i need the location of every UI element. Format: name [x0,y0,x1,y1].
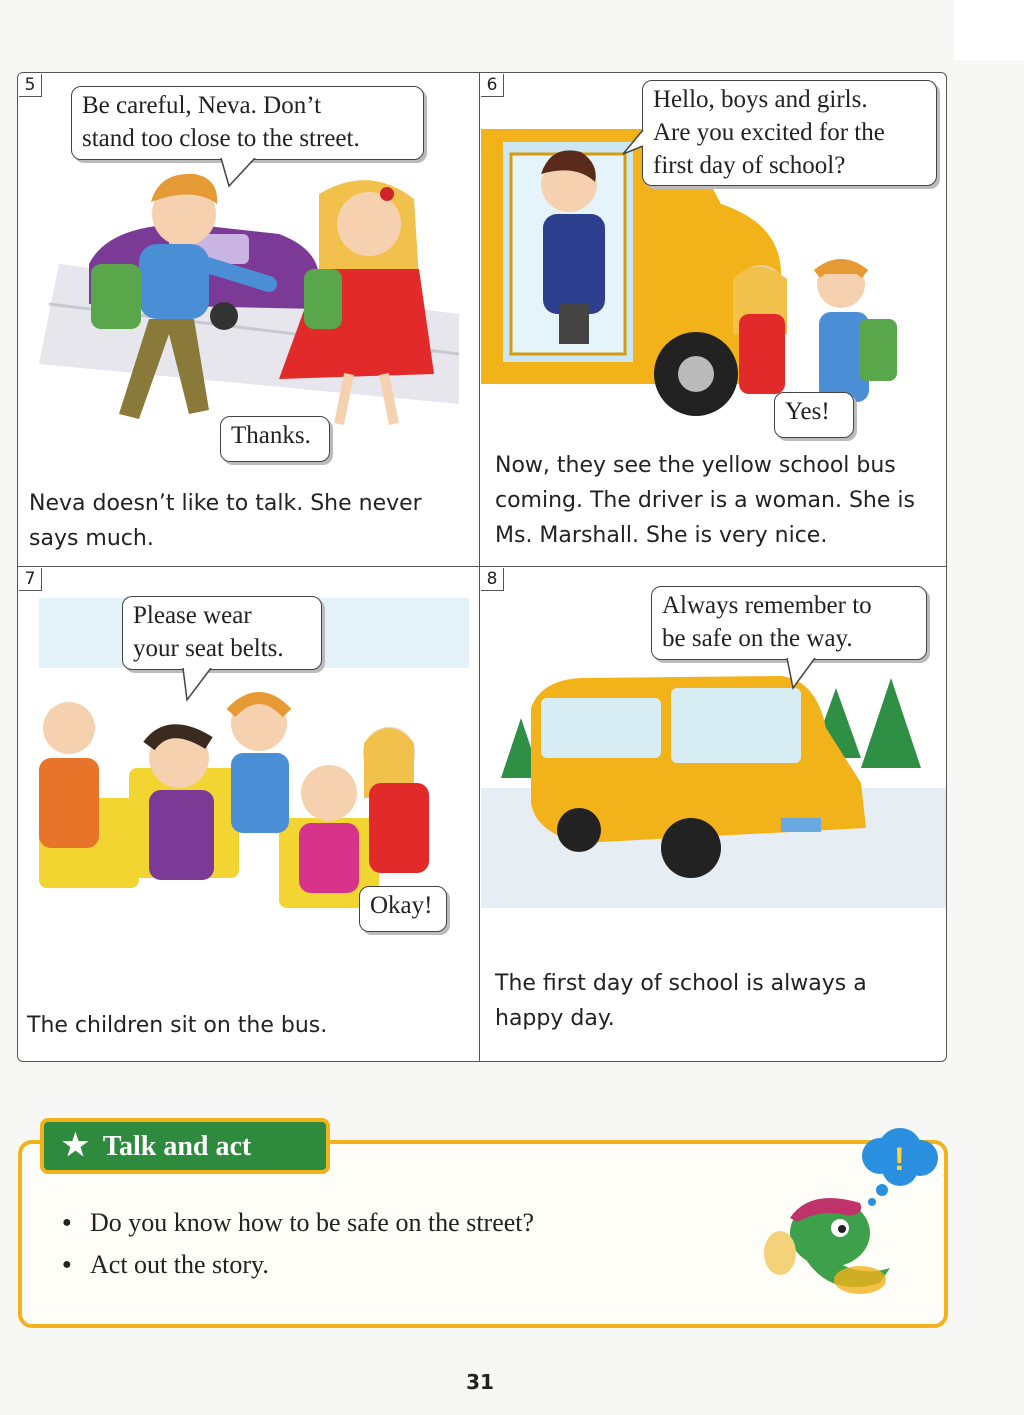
speech-text: Hello, boys and girls. Are you excited for the first day of school? [653,86,885,179]
list-item [62,1244,534,1286]
bullet-icon: ● [62,1214,72,1231]
speech-bubble-girl: Thanks. [220,416,330,462]
panel-caption [27,1008,467,1043]
page-corner [954,0,1024,60]
caption-text: The children sit on the bus. [27,1013,328,1038]
panel-number: 7 [19,568,42,591]
panel-caption [495,966,940,1036]
bubble-tail [621,128,651,158]
talk-and-act-title [40,1118,330,1174]
page-number: 31 [466,1370,494,1394]
speech-text: Always remember to be safe on the way. [662,592,872,652]
talk-and-act-list [62,1202,534,1286]
speech-bubble-children: Okay! [359,886,447,932]
star-icon: ★ [62,1129,89,1162]
speech-bubble-driver [122,596,322,670]
caption-text: The first day of school is always a happy day. [495,971,867,1031]
bubble-tail [179,668,219,704]
caption-text: Neva doesn’t like to talk. She never says much. [29,491,422,551]
speech-bubble-driver [642,80,937,186]
panel-number: 5 [19,74,42,97]
panel-8 [481,568,946,1060]
speech-bubble-boy [71,86,424,160]
panel-7 [19,568,478,1060]
bubble-tail [781,658,821,694]
list-item [62,1202,534,1244]
speech-text: Be careful, Neva. Don’t stand too close to the street. [82,92,360,152]
speech-text: Please wear your seat belts. [133,602,284,662]
speech-bubble-driver [651,586,927,660]
children-illustration [733,260,897,402]
speech-bubble-children: Yes! [774,392,854,438]
item-text: Act out the story. [90,1250,269,1279]
bullet-icon: ● [62,1256,72,1273]
grid-divider-vertical [479,72,480,1062]
panel-caption [29,486,469,556]
exclamation-icon: ! [894,1141,905,1177]
caption-text: Now, they see the yellow school bus coming. The driver is a woman. She is Ms. Marshall. She is very nice. [495,453,915,548]
item-text: Do you know how to be safe on the street? [90,1208,535,1237]
bubble-tail [219,158,259,188]
panel-5 [19,74,478,565]
grid-divider-horizontal [17,566,947,567]
panel-caption [495,448,940,553]
panel-number: 8 [481,568,504,591]
panel-number: 6 [481,74,504,97]
mascot-illustration [750,1118,940,1308]
title-text: Talk and act [102,1131,252,1162]
dinosaur-icon [764,1198,890,1294]
panel-6 [481,74,946,565]
